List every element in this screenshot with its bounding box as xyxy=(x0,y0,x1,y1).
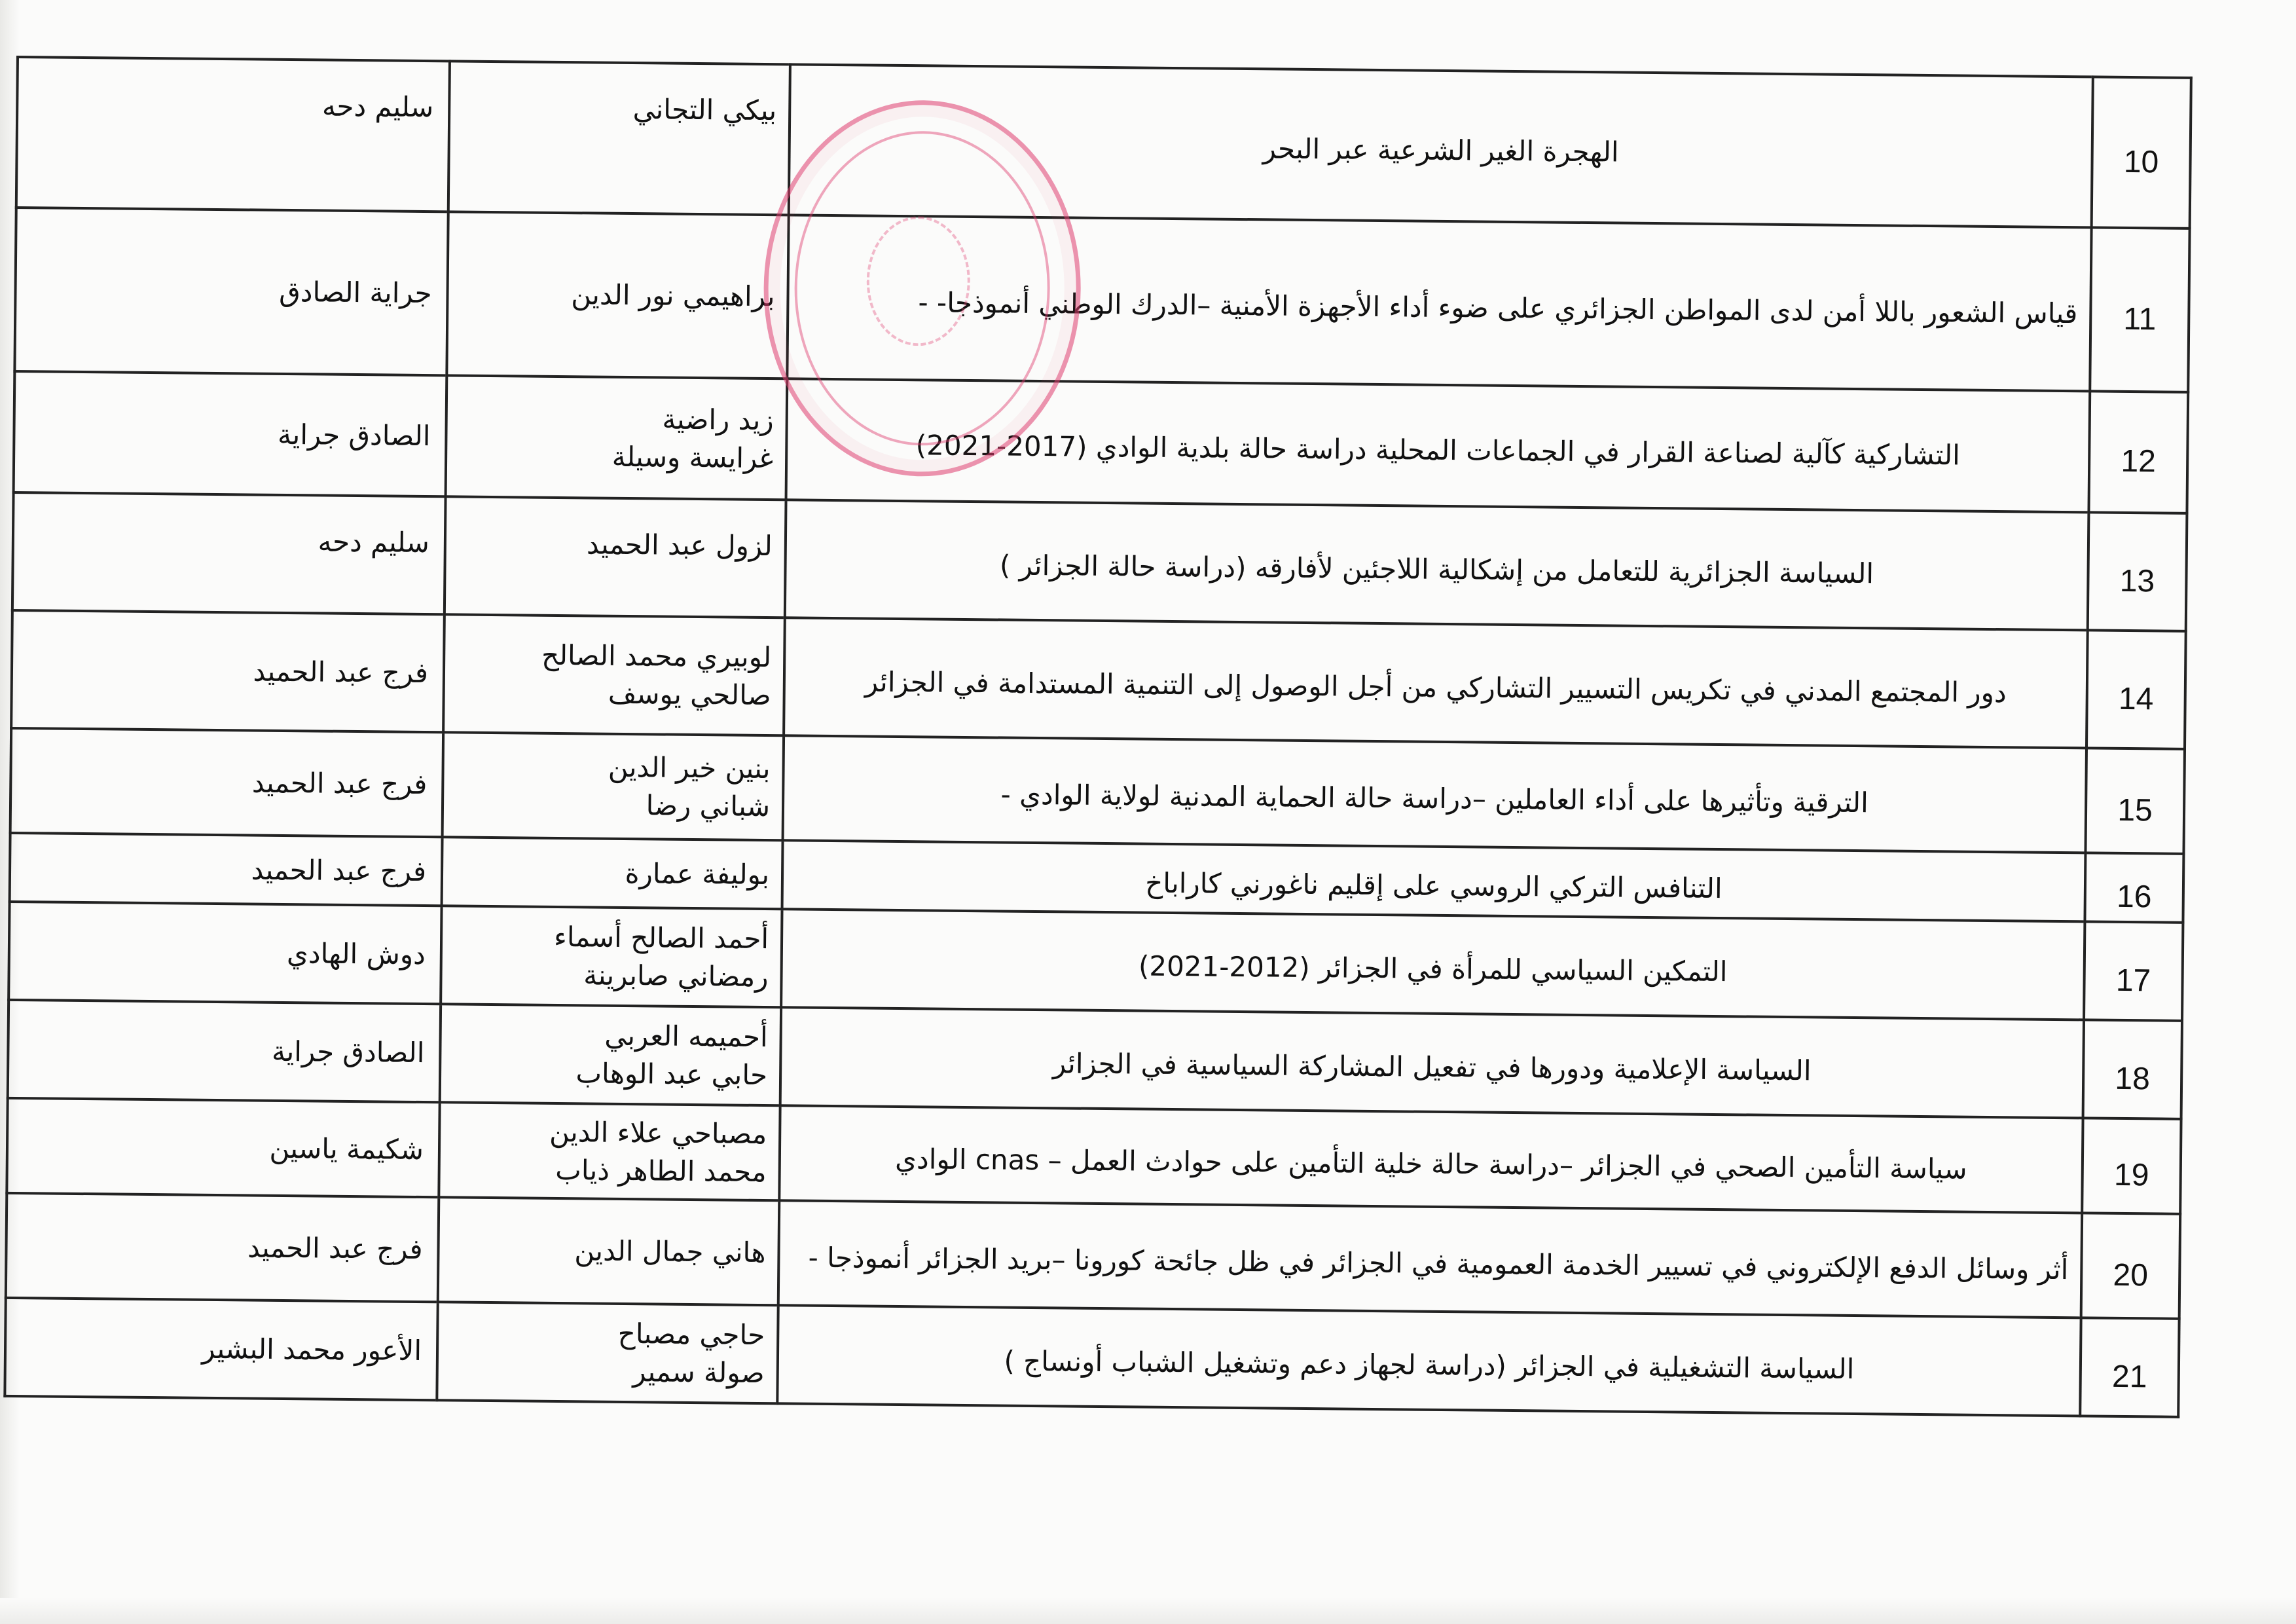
thesis-title: أثر وسائل الدفع الإلكتروني في تسيير الخدمة العمومية في الجزائر في ظل جائحة كورونا –بريد الجزائر أنموذجا - xyxy=(778,1200,2082,1318)
student-name: بنين خير الدين xyxy=(608,750,771,785)
row-number: 18 xyxy=(2083,1020,2182,1118)
student-name: محمد الطاهر ذياب xyxy=(555,1153,767,1188)
student-name: هاني جمال الدين xyxy=(574,1234,766,1269)
student-name: زيد راضية xyxy=(662,403,774,436)
thesis-title: سياسة التأمين الصحي في الجزائر –دراسة حالة خلية التأمين على حوادث العمل – cnas الوادي xyxy=(779,1105,2083,1213)
student-name: بيكي التجاني xyxy=(632,93,777,127)
student-name: صولة سمير xyxy=(632,1356,765,1390)
student-name: رمضاني صابرينة xyxy=(583,959,769,993)
student-name: لوبيري محمد الصالح xyxy=(541,638,772,674)
supervisor-name: سليم دحه xyxy=(12,492,446,614)
scan-edge-bottom xyxy=(0,1598,2296,1624)
row-number: 13 xyxy=(2088,512,2187,631)
student-name: أحمد الصالح أسماء xyxy=(553,920,769,955)
row-number: 21 xyxy=(2080,1318,2179,1416)
thesis-title: التشاركية كآلية لصناعة القرار في الجماعات المحلية دراسة حالة بلدية الوادي (2017-2021) xyxy=(786,378,2090,512)
table-row xyxy=(10,728,2185,854)
row-number: 16 xyxy=(2085,853,2183,922)
row-number: 19 xyxy=(2082,1118,2181,1213)
student-names xyxy=(438,1197,780,1305)
row-number: 10 xyxy=(2092,77,2191,228)
table-row xyxy=(6,1193,2180,1319)
supervisor-name: سليم دحه xyxy=(16,57,450,212)
row-number: 11 xyxy=(2090,227,2189,392)
student-name: حابي عبد الوهاب xyxy=(575,1057,768,1092)
supervisor-name: الصادق جراية xyxy=(14,371,447,496)
student-names xyxy=(439,1102,780,1200)
theses-table xyxy=(3,56,2193,1418)
table-row xyxy=(16,57,2191,229)
student-name: لزول عبد الحميد xyxy=(586,528,773,563)
thesis-title: قياس الشعور باللا أمن لدى المواطن الجزائري على ضوء أداء الأجهزة الأمنية –الدرك الوطني أنموذجا- - xyxy=(787,215,2091,391)
thesis-title: دور المجتمع المدني في تكريس التسيير التشاركي من أجل الوصول إلى التنمية المستدامة في الجزائر xyxy=(784,618,2088,748)
row-number: 20 xyxy=(2081,1213,2181,1318)
thesis-title: التنافس التركي الروسي على إقليم ناغورني كاراباخ xyxy=(782,840,2086,921)
row-number: 14 xyxy=(2086,630,2186,748)
student-names xyxy=(445,496,786,618)
student-name: مصباحي علاء الدين xyxy=(549,1115,767,1150)
table-row xyxy=(14,208,2189,392)
table-row xyxy=(12,492,2187,631)
student-names xyxy=(448,61,790,215)
student-names xyxy=(441,906,782,1007)
student-name: أحميمه العربي xyxy=(604,1019,768,1054)
supervisor-name: فرج عبد الحميد xyxy=(6,1193,439,1302)
student-names xyxy=(443,614,785,735)
row-number: 15 xyxy=(2085,748,2185,853)
thesis-title: السياسة التشغيلية في الجزائر (دراسة لجهاز دعم وتشغيل الشباب أونساج ) xyxy=(777,1305,2081,1416)
supervisor-name: فرج عبد الحميد xyxy=(10,833,443,906)
supervisor-name: الصادق جراية xyxy=(8,1000,441,1102)
student-name: براهيمي نور الدين xyxy=(571,278,775,313)
student-name: حاجي مصباح xyxy=(617,1317,765,1352)
table-row xyxy=(5,1298,2179,1417)
supervisor-name: فرج عبد الحميد xyxy=(11,610,445,732)
student-name: صالحي يوسف xyxy=(608,677,771,712)
supervisor-name: شكيمة ياسين xyxy=(7,1098,439,1197)
student-names xyxy=(446,375,788,500)
student-names xyxy=(446,212,788,378)
student-names xyxy=(442,837,783,909)
thesis-title: السياسة الجزائرية للتعامل من إشكالية اللاجئين لأفارقه (دراسة حالة الجزائر ) xyxy=(785,500,2089,630)
thesis-title: السياسة الإعلامية ودورها في تفعيل المشاركة السياسية في الجزائر xyxy=(780,1007,2084,1118)
student-name: شباني رضا xyxy=(646,789,771,823)
student-names xyxy=(437,1302,778,1403)
thesis-title: التمكين السياسي للمرأة في الجزائر (2012-2021) xyxy=(781,909,2085,1020)
supervisor-name: دوش الهادي xyxy=(9,902,441,1004)
thesis-title: الهجرة الغير الشرعية عبر البحر xyxy=(789,64,2093,227)
thesis-title: الترقية وتأثيرها على أداء العاملين –دراسة حالة الحماية المدنية لولاية الوادي - xyxy=(783,735,2086,853)
supervisor-name: الأعور محمد البشير xyxy=(5,1298,437,1400)
student-name: بوليفة عمارة xyxy=(625,857,770,891)
supervisor-name: فرج عبد الحميد xyxy=(10,728,444,837)
row-number: 17 xyxy=(2084,921,2183,1020)
row-number: 12 xyxy=(2088,391,2188,513)
student-name: غرايسة وسيلة xyxy=(611,440,774,474)
supervisor-name: جراية الصادق xyxy=(14,208,448,375)
table-row xyxy=(11,610,2186,749)
student-names xyxy=(440,1004,781,1105)
student-names xyxy=(443,732,784,840)
table-row xyxy=(14,371,2189,513)
document-sheet xyxy=(3,56,2190,1491)
